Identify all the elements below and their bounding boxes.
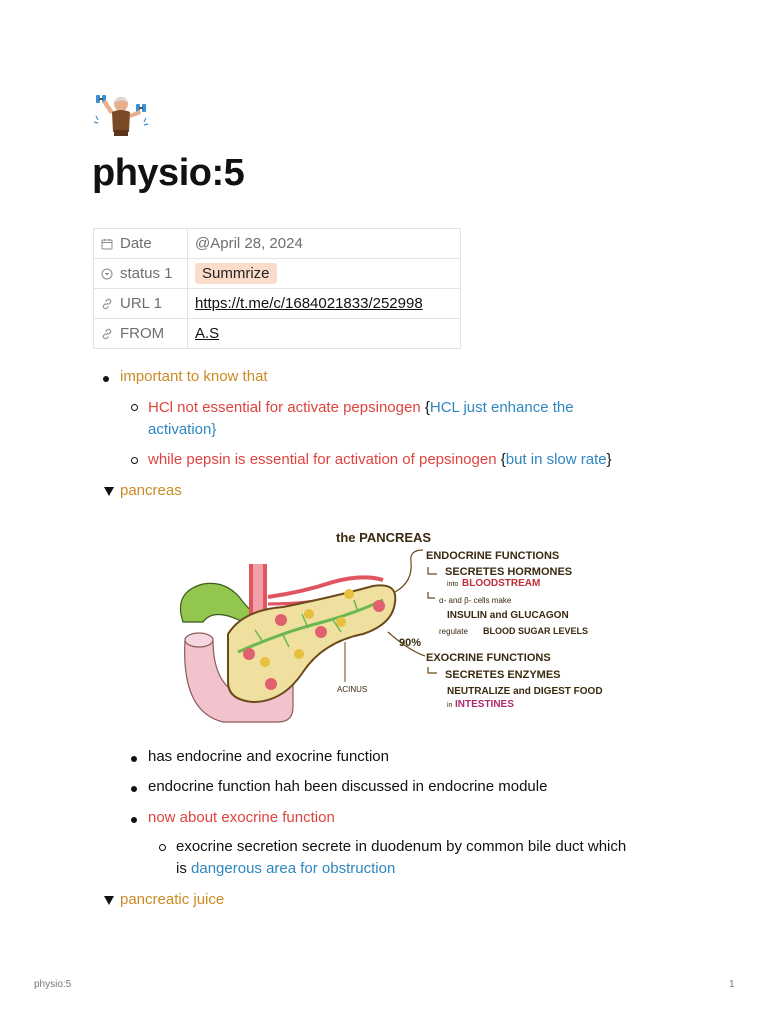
endocrine-regulate: regulate <box>439 627 468 636</box>
endocrine-line1: SECRETES HORMONES <box>445 566 573 578</box>
weightlifter-emoji-icon <box>92 92 150 138</box>
status-badge[interactable]: Summrize <box>195 263 277 284</box>
toggle-arrow-icon[interactable] <box>104 896 114 905</box>
exocrine-line1: SECRETES ENZYMES <box>445 669 561 681</box>
hcl-item-continued: activation} <box>148 421 217 438</box>
property-label: FROM <box>120 325 165 342</box>
link-icon <box>101 328 113 340</box>
from-link[interactable]: A.S <box>195 325 220 342</box>
property-key <box>94 319 188 349</box>
exocrine-intestines: INTESTINES <box>455 699 514 710</box>
figure-title: the PANCREAS <box>336 530 432 545</box>
endocrine-heading: ENDOCRINE FUNCTIONS <box>426 550 560 562</box>
url-value <box>188 289 461 319</box>
exocrine-is: is <box>176 860 187 877</box>
exocrine-secretion-line2 <box>176 858 395 880</box>
pepsin-text: while pepsin is essential for activation of pepsinogen <box>148 451 497 468</box>
obstruction-highlight: dangerous area for obstruction <box>191 860 396 877</box>
exocrine-heading: EXOCRINE FUNCTIONS <box>426 652 551 664</box>
footer-title: physio:5 <box>34 979 72 990</box>
toggle-arrow-icon[interactable] <box>104 487 114 496</box>
status-icon <box>101 268 113 280</box>
page-title: physio:5 <box>92 152 245 194</box>
pancreas-toggle[interactable]: pancreas <box>120 482 182 499</box>
acinus-label: ACINUS <box>337 685 368 694</box>
property-row-url <box>94 289 461 319</box>
sub-bullet-marker <box>131 404 138 411</box>
property-key <box>94 229 188 259</box>
percent-label: 90% <box>399 637 422 649</box>
url-link[interactable]: https://t.me/c/1684021833/252998 <box>195 295 423 312</box>
property-key <box>94 289 188 319</box>
page-number: 1 <box>729 979 735 990</box>
pancreas-illustration <box>173 522 613 724</box>
status-value[interactable] <box>188 259 461 289</box>
bullet-endocrine-exocrine: has endocrine and exocrine function <box>148 748 389 765</box>
property-label: Date <box>120 235 152 252</box>
property-row-status <box>94 259 461 289</box>
hcl-text: HCl not essential for activate pepsinogen <box>148 399 421 416</box>
endocrine-into: into <box>447 581 459 588</box>
property-row-date <box>94 229 461 259</box>
exocrine-line2: NEUTRALIZE and DIGEST FOOD <box>447 686 603 697</box>
pepsin-item: while pepsin is essential for activation of pepsinogen {but in slow rate} <box>148 451 612 468</box>
calendar-icon <box>101 238 113 250</box>
from-value <box>188 319 461 349</box>
bullet-marker <box>103 376 109 382</box>
property-row-from <box>94 319 461 349</box>
hcl-item: HCl not essential for activate pepsinogen {HCL just enhance the <box>148 399 574 416</box>
bullet-marker <box>131 756 137 762</box>
hcl-note-continued: activation <box>148 421 212 438</box>
pancreatic-juice-toggle[interactable]: pancreatic juice <box>120 891 225 908</box>
endocrine-insulin: INSULIN and GLUCAGON <box>447 610 569 621</box>
link-icon <box>101 298 113 310</box>
endocrine-bloodstream: BLOODSTREAM <box>462 578 541 589</box>
bullet-exocrine-function: now about exocrine function <box>148 809 335 826</box>
endocrine-cells: α- and β- cells make <box>439 596 512 605</box>
bullet-endocrine-discussed: endocrine function hah been discussed in endocrine module <box>148 778 548 795</box>
sub-bullet-marker <box>131 457 138 464</box>
properties-table <box>93 228 461 349</box>
hcl-note: HCL just enhance the <box>429 399 574 416</box>
important-heading: important to know that <box>120 368 268 385</box>
endocrine-blood-sugar: BLOOD SUGAR LEVELS <box>483 626 589 636</box>
sub-bullet-marker <box>159 844 166 851</box>
bullet-marker <box>131 817 137 823</box>
exocrine-in: in <box>447 702 453 709</box>
date-value[interactable]: @April 28, 2024 <box>188 229 461 259</box>
bullet-marker <box>131 786 137 792</box>
exocrine-secretion-line1: exocrine secretion secrete in duodenum by common bile duct which <box>176 838 627 855</box>
property-label: status 1 <box>120 265 173 282</box>
property-key <box>94 259 188 289</box>
pepsin-note: but in slow rate <box>505 451 607 468</box>
property-label: URL 1 <box>120 295 162 312</box>
